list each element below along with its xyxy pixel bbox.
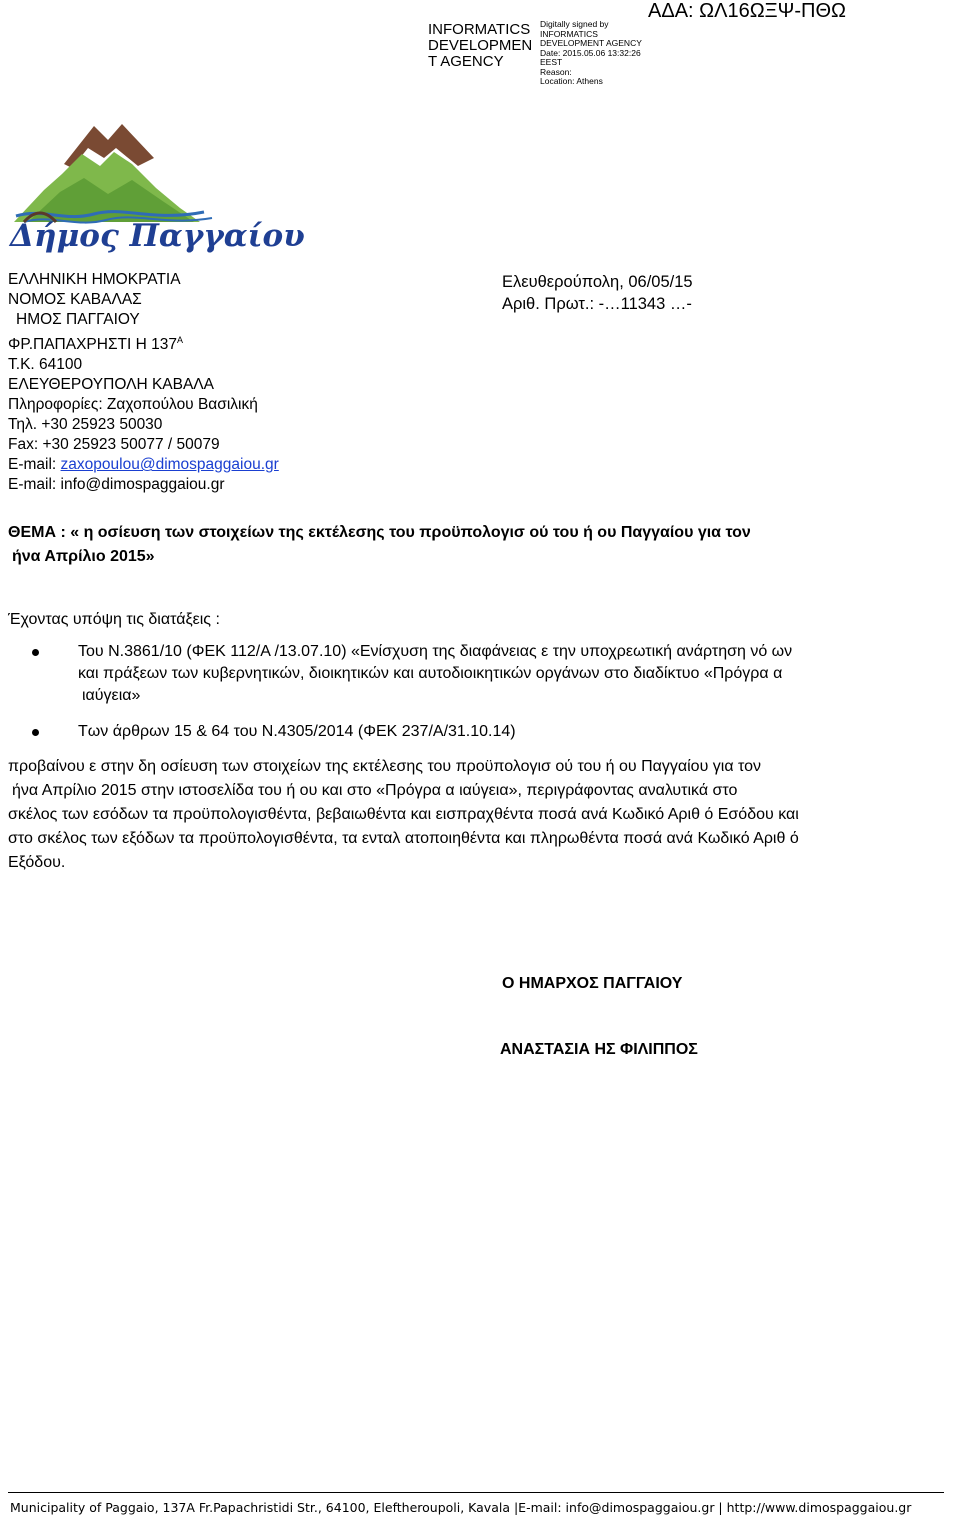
date-block bbox=[502, 271, 693, 315]
sender-block bbox=[8, 270, 279, 495]
bullet-icon bbox=[32, 729, 39, 736]
logo-text: Δήμος Παγγαίου bbox=[10, 218, 305, 254]
sender-street-line bbox=[8, 330, 279, 355]
sender-info: Πληροφορίες: Ζαχοπούλου Βασιλική bbox=[8, 396, 258, 414]
sender-email1-label: E-mail: bbox=[8, 456, 61, 474]
municipality-logo bbox=[4, 118, 305, 266]
body-line: στο σκέλος των εξόδων τα προϋπολογισθέντα, τα ενταλ ατοποιηθέντα και πληρωθέντα ποσά ανά Κωδικό Αριθ ό bbox=[8, 830, 799, 847]
body-line: σκέλος των εσόδων τα προϋπολογισθέντα, βεβαιωθέντα και εισπραχθέντα ποσά ανά Κωδικό Αριθ ό Εσόδου και bbox=[8, 806, 799, 823]
signature-detail-line: EEST bbox=[540, 57, 563, 67]
email-link[interactable]: zaxopoulou@dimospaggaiou.gr bbox=[60, 456, 279, 474]
sender-fax: Fax: +30 25923 50077 / 50079 bbox=[8, 436, 220, 454]
body-line: προβαίνου ε στην δη οσίευση των στοιχείων της εκτέλεσης του προϋπολογισ ού του ή ου Παγγαίου για τον bbox=[8, 758, 762, 775]
sender-country: ΕΛΛΗΝΙΚΗ ΗΜΟΚΡΑΤΙΑ bbox=[8, 271, 181, 288]
sender-city: ΕΛΕΥΘΕΡΟΥΠΟΛΗ ΚΑΒΑΛΑ bbox=[8, 376, 214, 394]
body-line: ήνα Απρίλιο 2015 στην ιστοσελίδα του ή ου και στο «Πρόγρα α ιαύγεια», περιγράφοντας αναλυτικά στο bbox=[12, 782, 738, 799]
law-line: Του Ν.3861/10 (ΦΕΚ 112/Α /13.07.10) «Ενίσχυση της διαφάνειας ε την υποχρεωτική ανάρτηση νό ων bbox=[78, 643, 793, 660]
law-line: ιαύγεια» bbox=[82, 687, 141, 704]
signature-signer-line: T AGENCY bbox=[428, 53, 504, 70]
body-line: Εξόδου. bbox=[8, 854, 66, 871]
footer-divider bbox=[8, 1492, 944, 1493]
subject bbox=[8, 521, 751, 569]
signatory-title: Ο ΗΜΑΡΧΟΣ ΠΑΓΓΑΙΟΥ bbox=[502, 975, 683, 992]
subject-line: ΘΕΜΑ : « η οσίευση των στοιχείων της εκτέλεσης του προϋπολογισ ού του ή ου Παγγαίου για τον bbox=[8, 524, 751, 541]
date-line: Ελευθερούπολη, 06/05/15 bbox=[502, 273, 693, 291]
body-paragraph bbox=[8, 755, 799, 875]
signatory-name: ΑΝΑΣΤΑΣΙΑ ΗΣ ΦΙΛΙΠΠΟΣ bbox=[500, 1041, 698, 1058]
sender-street: ΦΡ.ΠΑΠΑΧΡΗΣΤΙ Η 137 bbox=[8, 336, 177, 354]
signature-signer-line: INFORMATICS bbox=[428, 21, 531, 38]
signature-detail-line: INFORMATICS bbox=[540, 28, 598, 39]
sender-municipality: ΗΜΟΣ ΠΑΓΓΑΙΟΥ bbox=[16, 311, 140, 328]
law-item bbox=[32, 641, 937, 707]
signature-signer bbox=[428, 22, 532, 70]
law-line: και πράξεων των κυβερνητικών, διοικητικών και αυτοδιοικητικών οργάνων στο διαδίκτυο «Πρόγρα α bbox=[78, 665, 783, 682]
signature-signer-line: DEVELOPMEN bbox=[428, 37, 533, 54]
ada-code: ΑΔΑ: ΩΛ16ΩΞΨ-ΠΘΩ bbox=[648, 0, 846, 22]
signature-detail-line: Date: 2015.05.06 13:32:26 bbox=[540, 47, 641, 58]
signature-detail-line: Digitally signed by bbox=[540, 19, 609, 29]
signature-details bbox=[540, 20, 642, 87]
law-line: Των άρθρων 15 & 64 του Ν.4305/2014 (ΦΕΚ 237/Α/31.10.14) bbox=[78, 723, 516, 740]
protocol-line: Αριθ. Πρωτ.: -…11343 …- bbox=[502, 295, 692, 313]
signature-detail-line: DEVELOPMENT AGENCY bbox=[540, 38, 642, 48]
law-item bbox=[32, 721, 937, 743]
sender-postcode: Τ.Κ. 64100 bbox=[8, 356, 83, 374]
laws-list bbox=[32, 641, 937, 757]
sender-prefecture: ΝΟΜΟΣ ΚΑΒΑΛΑΣ bbox=[8, 291, 142, 308]
signature-detail-line: Reason: bbox=[540, 66, 572, 77]
bullet-icon bbox=[32, 649, 39, 656]
intro-text: Έχοντας υπόψη τις διατάξεις : bbox=[8, 611, 220, 628]
sender-email1-line bbox=[8, 455, 279, 475]
sender-email2: E-mail: info@dimospaggaiou.gr bbox=[8, 476, 225, 494]
signature-detail-line: Location: Athens bbox=[540, 76, 603, 86]
footer-text: Municipality of Paggaio, 137A Fr.Papachristidi Str., 64100, Eleftheroupoli, Kavala |E-mail: info@dimospaggaiou.gr | http://www.dimospaggaiou.gr bbox=[10, 1500, 912, 1515]
sender-phone: Τηλ. +30 25923 50030 bbox=[8, 416, 163, 434]
subject-line: ήνα Απρίλιο 2015» bbox=[12, 548, 155, 565]
sender-street-sup: Α bbox=[177, 335, 184, 345]
